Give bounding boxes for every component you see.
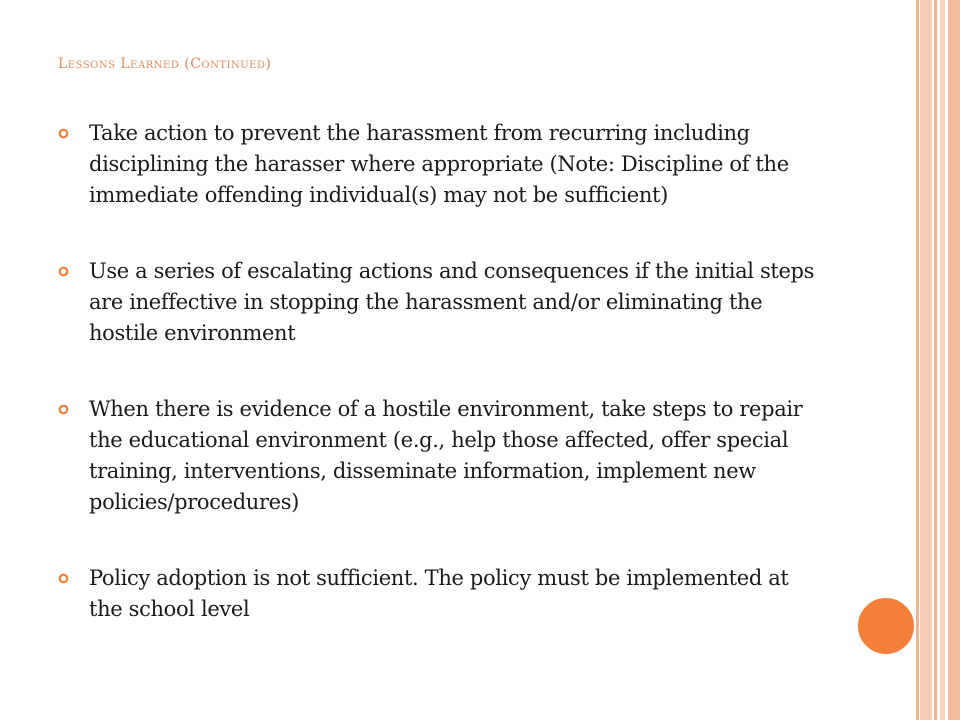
circle-outline-bullet-icon xyxy=(58,573,69,584)
bullet-item xyxy=(58,256,828,349)
decorative-stripe xyxy=(920,0,932,720)
decorative-stripe xyxy=(948,0,960,720)
bullet-text: When there is evidence of a hostile environment, take steps to repair the educational environment (e.g., help those affected, offer special training, interventions, disseminate information, implement new policies/procedures) xyxy=(89,397,803,514)
circle-outline-bullet-icon xyxy=(58,404,69,415)
bullet-list xyxy=(58,118,828,625)
circle-outline-bullet-icon xyxy=(58,128,69,139)
decorative-stripe xyxy=(916,0,919,720)
decorative-stripe xyxy=(934,0,937,720)
bullet-item xyxy=(58,118,828,211)
bullet-item xyxy=(58,563,828,625)
bullet-item xyxy=(58,394,828,518)
circle-outline-bullet-icon xyxy=(58,266,69,277)
bullet-text: Use a series of escalating actions and consequences if the initial steps are ineffective in stopping the harassment and/or eliminating the hostile environment xyxy=(89,259,815,345)
slide-title: Lessons Learned (Continued) xyxy=(58,56,272,72)
bullet-text: Policy adoption is not sufficient. The policy must be implemented at the school level xyxy=(89,566,789,621)
bullet-text: Take action to prevent the harassment from recurring including disciplining the harasser where appropriate (Note: Discipline of the immediate offending individual(s) may not be sufficient) xyxy=(89,121,789,207)
decorative-circle xyxy=(856,596,916,656)
decorative-stripe xyxy=(940,0,945,720)
